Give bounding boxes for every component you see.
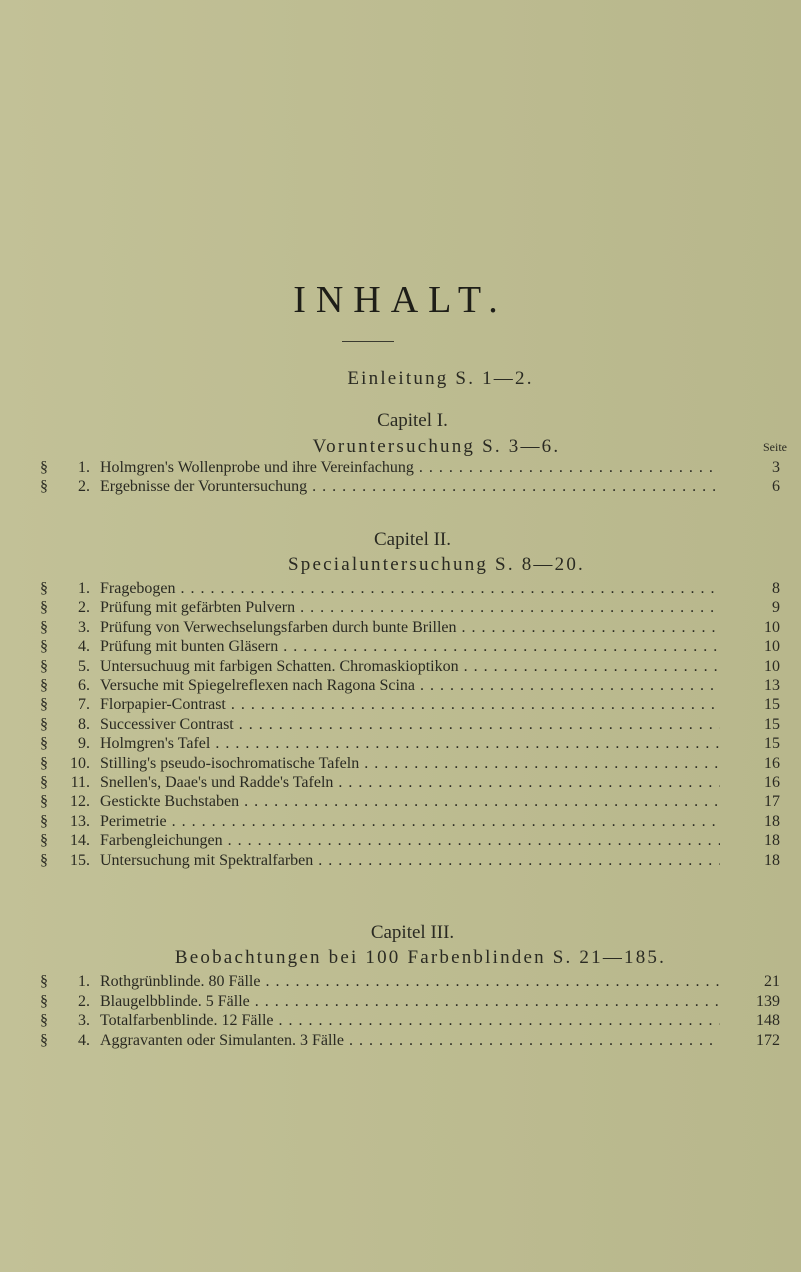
entry-title: Ergebnisse der Voruntersuchung . . .: [100, 478, 720, 496]
toc-entry[interactable]: [40, 696, 780, 715]
toc-entry[interactable]: [40, 638, 780, 657]
entry-title: Totalfarbenblinde. 12 Fälle . . .: [100, 1012, 720, 1030]
entry-page: 6: [772, 477, 780, 495]
entry-title: Perimetrie . . .: [100, 813, 720, 831]
section-sign: §: [40, 459, 48, 476]
toc-entry[interactable]: [40, 774, 780, 793]
entry-number: 8.: [78, 715, 90, 733]
page-title: INHALT.: [293, 279, 508, 321]
entry-number: 7.: [78, 696, 90, 714]
toc-entry[interactable]: [40, 793, 780, 812]
toc-entry[interactable]: [40, 973, 780, 992]
toc-entry[interactable]: [40, 478, 780, 497]
title-divider: [342, 341, 394, 342]
section-sign: §: [40, 715, 48, 733]
entry-number: 4.: [78, 638, 90, 656]
entry-page: 15: [764, 696, 780, 714]
toc-entry[interactable]: [40, 677, 780, 696]
entry-number: 15.: [70, 851, 90, 869]
section-sign: §: [40, 580, 48, 597]
entry-number: 9.: [78, 735, 90, 753]
section-sign: §: [40, 973, 48, 990]
entry-title: Prüfung von Verwechselungsfarben durch bunte Brillen . . .: [100, 619, 720, 637]
toc-entry[interactable]: [40, 832, 780, 851]
chapter-heading: Specialuntersuchung S. 8—20.: [288, 554, 585, 575]
entry-page: 172: [756, 1031, 780, 1049]
entry-number: 1.: [78, 580, 90, 597]
toc-entry[interactable]: [40, 1012, 780, 1031]
entry-page: 9: [772, 599, 780, 617]
section-sign: §: [40, 851, 48, 869]
entry-page: 21: [764, 973, 780, 990]
section-sign: §: [40, 793, 48, 811]
entry-title: Stilling's pseudo-isochromatische Tafeln . . .: [100, 755, 720, 773]
page-column-label: Seite: [763, 440, 787, 454]
entry-number: 10.: [70, 754, 90, 772]
entry-title: Aggravanten oder Simulanten. 3 Fälle . . .: [100, 1032, 720, 1050]
section-sign: §: [40, 477, 48, 495]
entry-title: Farbengleichungen . . .: [100, 832, 720, 850]
section-sign: §: [40, 599, 48, 617]
section-sign: §: [40, 992, 48, 1010]
entry-number: 12.: [70, 793, 90, 811]
entry-page: 8: [772, 580, 780, 597]
entry-page: 16: [764, 754, 780, 772]
entry-title: Successiver Contrast . . .: [100, 716, 720, 734]
entry-number: 14.: [70, 832, 90, 850]
chapter-label: Capitel III.: [370, 922, 455, 943]
toc-entry[interactable]: [40, 599, 780, 618]
entry-number: 1.: [78, 973, 90, 990]
entry-number: 2.: [78, 599, 90, 617]
toc-entry[interactable]: [40, 619, 780, 638]
entry-page: 18: [764, 851, 780, 869]
toc-entry[interactable]: [40, 716, 780, 735]
entry-title: Blaugelbblinde. 5 Fälle . . .: [100, 993, 720, 1011]
entry-title: Gestickte Buchstaben . . .: [100, 793, 720, 811]
entry-page: 139: [756, 992, 780, 1010]
section-sign: §: [40, 1012, 48, 1030]
entry-page: 15: [764, 735, 780, 753]
entry-number: 5.: [78, 657, 90, 675]
section-sign: §: [40, 1031, 48, 1049]
chapter-label: Capitel I.: [377, 410, 448, 431]
introduction-heading: Einleitung S. 1—2.: [347, 368, 534, 389]
entry-page: 16: [764, 774, 780, 791]
entry-title: Prüfung mit gefärbten Pulvern . . .: [100, 599, 720, 617]
section-sign: §: [40, 774, 48, 791]
toc-entry[interactable]: [40, 755, 780, 774]
section-sign: §: [40, 754, 48, 772]
toc-entry[interactable]: [40, 813, 780, 832]
entry-page: 148: [756, 1012, 780, 1030]
toc-entry[interactable]: [40, 459, 780, 478]
toc-entry[interactable]: [40, 852, 780, 871]
section-sign: §: [40, 677, 48, 694]
entry-number: 3.: [78, 1012, 90, 1030]
chapter-label: Capitel II.: [373, 529, 452, 550]
entry-page: 18: [764, 812, 780, 830]
section-sign: §: [40, 638, 48, 656]
entry-number: 4.: [78, 1031, 90, 1049]
section-sign: §: [40, 696, 48, 714]
entry-number: 2.: [78, 477, 90, 495]
toc-entry[interactable]: [40, 735, 780, 754]
entry-title: Untersuchung mit Spektralfarben . . .: [100, 852, 720, 870]
toc-entry[interactable]: [40, 580, 780, 599]
entry-page: 18: [764, 832, 780, 850]
entry-number: 2.: [78, 992, 90, 1010]
chapter-heading: Voruntersuchung S. 3—6.: [312, 436, 561, 457]
entry-title: Florpapier-Contrast . . .: [100, 696, 720, 714]
section-sign: §: [40, 812, 48, 830]
section-sign: §: [40, 832, 48, 850]
section-sign: §: [40, 657, 48, 675]
entry-page: 10: [764, 638, 780, 656]
entry-number: 1.: [78, 459, 90, 476]
toc-entry[interactable]: [40, 658, 780, 677]
section-sign: §: [40, 735, 48, 753]
entry-page: 15: [764, 715, 780, 733]
entry-title: Prüfung mit bunten Gläsern . . .: [100, 638, 720, 656]
entry-title: Versuche mit Spiegelreflexen nach Ragona Scina . . .: [100, 677, 720, 695]
entry-page: 13: [764, 677, 780, 694]
entry-title: Holmgren's Wollenprobe und ihre Vereinfachung . . .: [100, 459, 720, 477]
entry-number: 11.: [70, 774, 90, 791]
entry-title: Snellen's, Daae's und Radde's Tafeln . . .: [100, 774, 720, 792]
entry-title: Fragebogen . . .: [100, 580, 720, 598]
entry-page: 10: [764, 618, 780, 636]
entry-number: 13.: [70, 812, 90, 830]
entry-page: 3: [772, 459, 780, 476]
entry-number: 3.: [78, 618, 90, 636]
toc-entry[interactable]: [40, 1032, 780, 1051]
entry-title: Holmgren's Tafel . . .: [100, 735, 720, 753]
entry-title: Untersuchuug mit farbigen Schatten. Chromaskioptikon . . .: [100, 658, 720, 676]
section-sign: §: [40, 618, 48, 636]
entry-page: 10: [764, 657, 780, 675]
entry-page: 17: [764, 793, 780, 811]
chapter-heading: Beobachtungen bei 100 Farbenblinden S. 21—185.: [174, 947, 667, 968]
toc-entry[interactable]: [40, 993, 780, 1012]
entry-number: 6.: [78, 677, 90, 694]
entry-title: Rothgrünblinde. 80 Fälle . . .: [100, 973, 720, 991]
